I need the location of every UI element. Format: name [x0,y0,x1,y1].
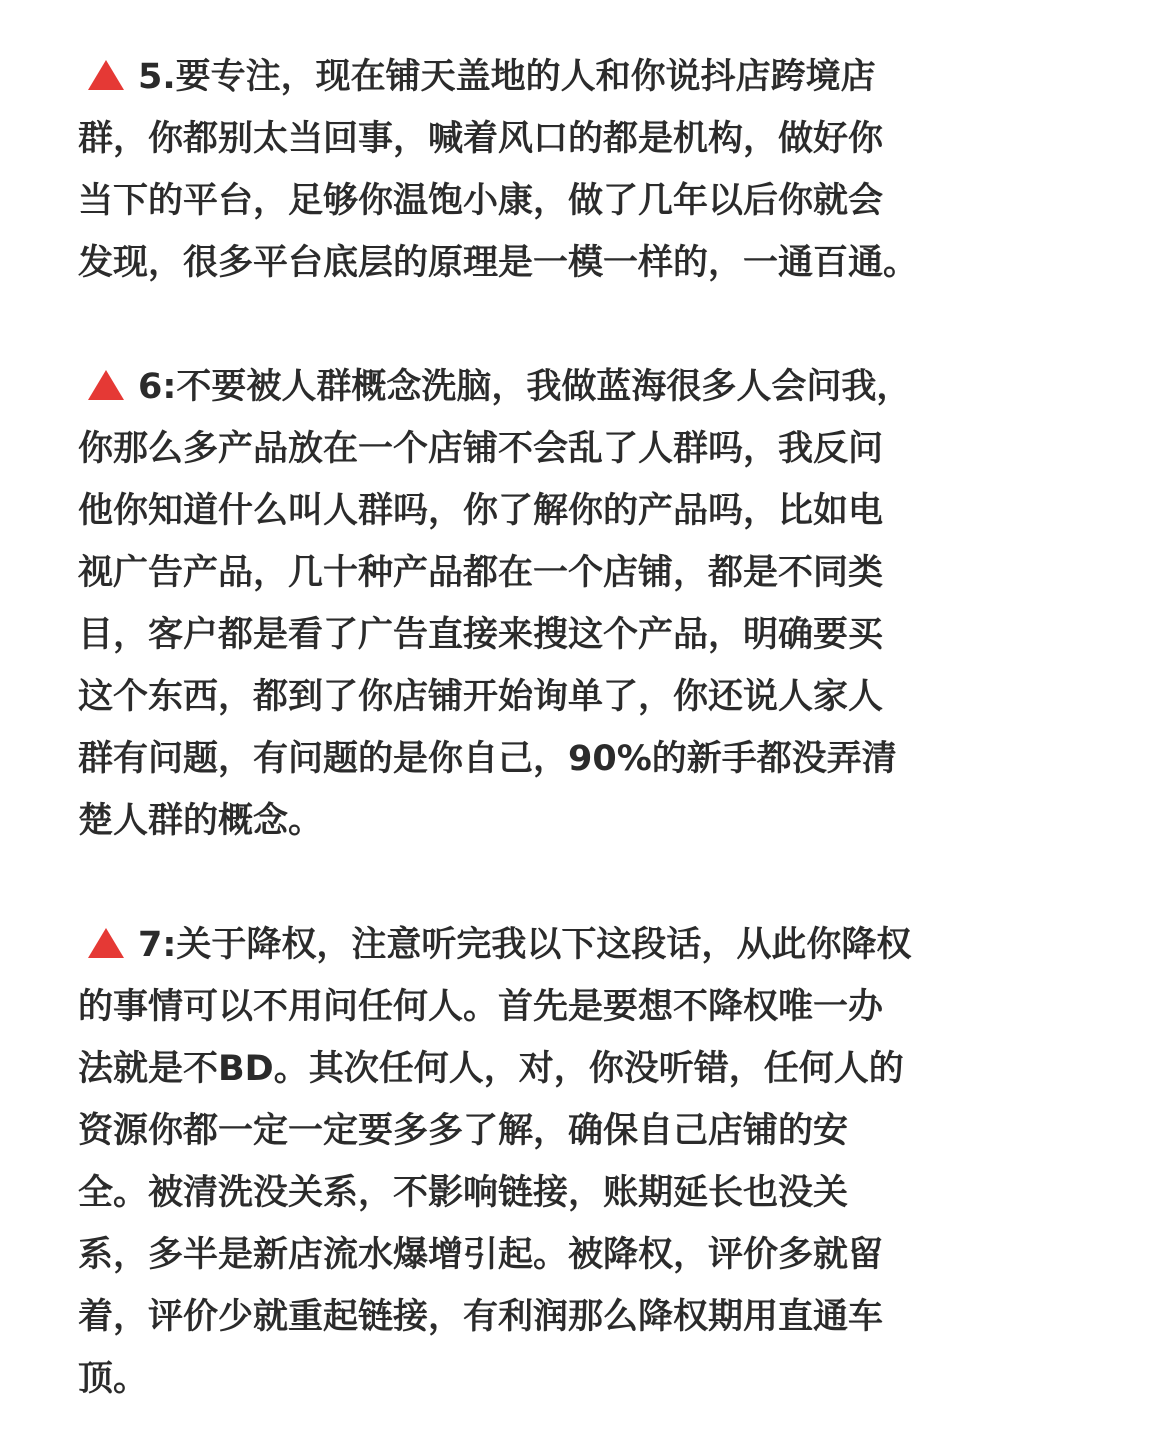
paragraph-heading-text: 7:关于降权，注意听完我以下这段话，从此你降权 [138,925,912,965]
paragraph-line: 资源你都一定一定要多多了解，确保自己店铺的安 [78,1111,849,1151]
paragraph-line: 顶。 [78,1359,149,1399]
paragraph-line: 群有问题，有问题的是你自己，90%的新手都没弄清 [78,739,897,779]
paragraph-line: 法就是不BD。其次任何人，对，你没听错，任何人的 [78,1049,904,1089]
red-triangle-icon [88,370,124,400]
paragraph-line: 发现，很多平台底层的原理是一模一样的，一通百通。 [78,243,919,283]
red-triangle-icon [88,60,124,90]
paragraph-line: 的事情可以不用问任何人。首先是要想不降权唯一办 [78,987,884,1027]
paragraph-line: 系，多半是新店流水爆增引起。被降权，评价多就留 [78,1235,884,1275]
paragraph-line [78,914,1078,976]
paragraph-line: 群，你都别太当回事，喊着风口的都是机构，做好你 [78,119,884,159]
paragraph-line: 你那么多产品放在一个店铺不会乱了人群吗，我反问 [78,429,884,469]
paragraph-heading-text: 6:不要被人群概念洗脑，我做蓝海很多人会问我， [138,367,912,407]
paragraph-line: 视广告产品，几十种产品都在一个店铺，都是不同类 [78,553,884,593]
paragraph-heading-text: 5.要专注，现在铺天盖地的人和你说抖店跨境店 [138,57,876,97]
paragraph-line: 着，评价少就重起链接，有利润那么降权期用直通车 [78,1297,884,1337]
paragraph-line [78,46,1078,108]
red-triangle-icon [88,928,124,958]
paragraph-line: 这个东西，都到了你店铺开始询单了，你还说人家人 [78,677,884,717]
tip-paragraph-7 [78,914,1078,1410]
paragraph-line: 全。被清洗没关系，不影响链接，账期延长也没关 [78,1173,849,1213]
paragraph-line [78,356,1078,418]
paragraph-line: 他你知道什么叫人群吗，你了解你的产品吗，比如电 [78,491,884,531]
paragraph-line: 楚人群的概念。 [78,801,324,841]
tip-paragraph-6 [78,356,1078,852]
paragraph-line: 当下的平台，足够你温饱小康，做了几年以后你就会 [78,181,884,221]
paragraph-line: 目，客户都是看了广告直接来搜这个产品，明确要买 [78,615,884,655]
tip-paragraph-5 [78,46,1078,294]
